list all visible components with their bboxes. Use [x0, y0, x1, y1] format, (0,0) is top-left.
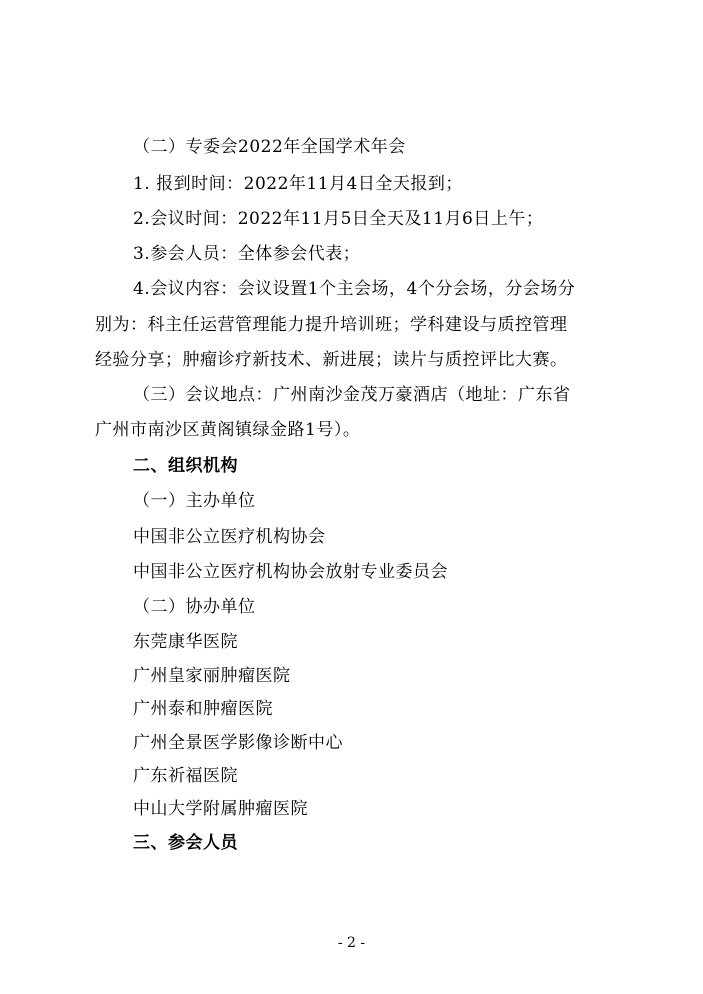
subsection-co-hosts: （二）协办单位: [133, 597, 256, 617]
co-host-4: 广州全景医学影像诊断中心: [133, 733, 343, 753]
meeting-content-line-2: 别为：科主任运营管理能力提升培训班；学科建设与质控管理: [95, 315, 568, 335]
venue-line-1: （三）会议地点：广州南沙金茂万豪酒店（地址：广东省: [133, 385, 571, 405]
co-host-1: 东莞康华医院: [133, 632, 238, 652]
co-host-2: 广州皇家丽肿瘤医院: [133, 666, 291, 686]
host-org-1: 中国非公立医疗机构协会: [133, 527, 326, 547]
subsection-annual-meeting: （二）专委会2022年全国学术年会: [133, 137, 406, 157]
meeting-content-line-1: 4.会议内容：会议设置1个主会场，4个分会场，分会场分: [133, 279, 576, 299]
co-host-5: 广东祈福医院: [133, 766, 238, 786]
subsection-hosts: （一）主办单位: [133, 491, 256, 511]
meeting-content-line-3: 经验分享；肿瘤诊疗新技术、新进展；读片与质控评比大赛。: [95, 350, 568, 370]
registration-time: 1. 报到时间：2022年11月4日全天报到；: [133, 174, 463, 194]
section-heading-organization: 二、组织机构: [133, 456, 238, 476]
page-number: - 2 -: [337, 935, 366, 951]
attendees: 3.参会人员：全体参会代表；: [133, 244, 361, 264]
host-org-2: 中国非公立医疗机构协会放射专业委员会: [133, 562, 448, 582]
meeting-time: 2.会议时间：2022年11月5日全天及11月6日上午；: [133, 209, 544, 229]
co-host-3: 广州泰和肿瘤医院: [133, 699, 273, 719]
co-host-6: 中山大学附属肿瘤医院: [133, 799, 308, 819]
section-heading-attendees: 三、参会人员: [133, 833, 238, 853]
venue-line-2: 广州市南沙区黄阁镇绿金路1号）。: [95, 420, 361, 440]
